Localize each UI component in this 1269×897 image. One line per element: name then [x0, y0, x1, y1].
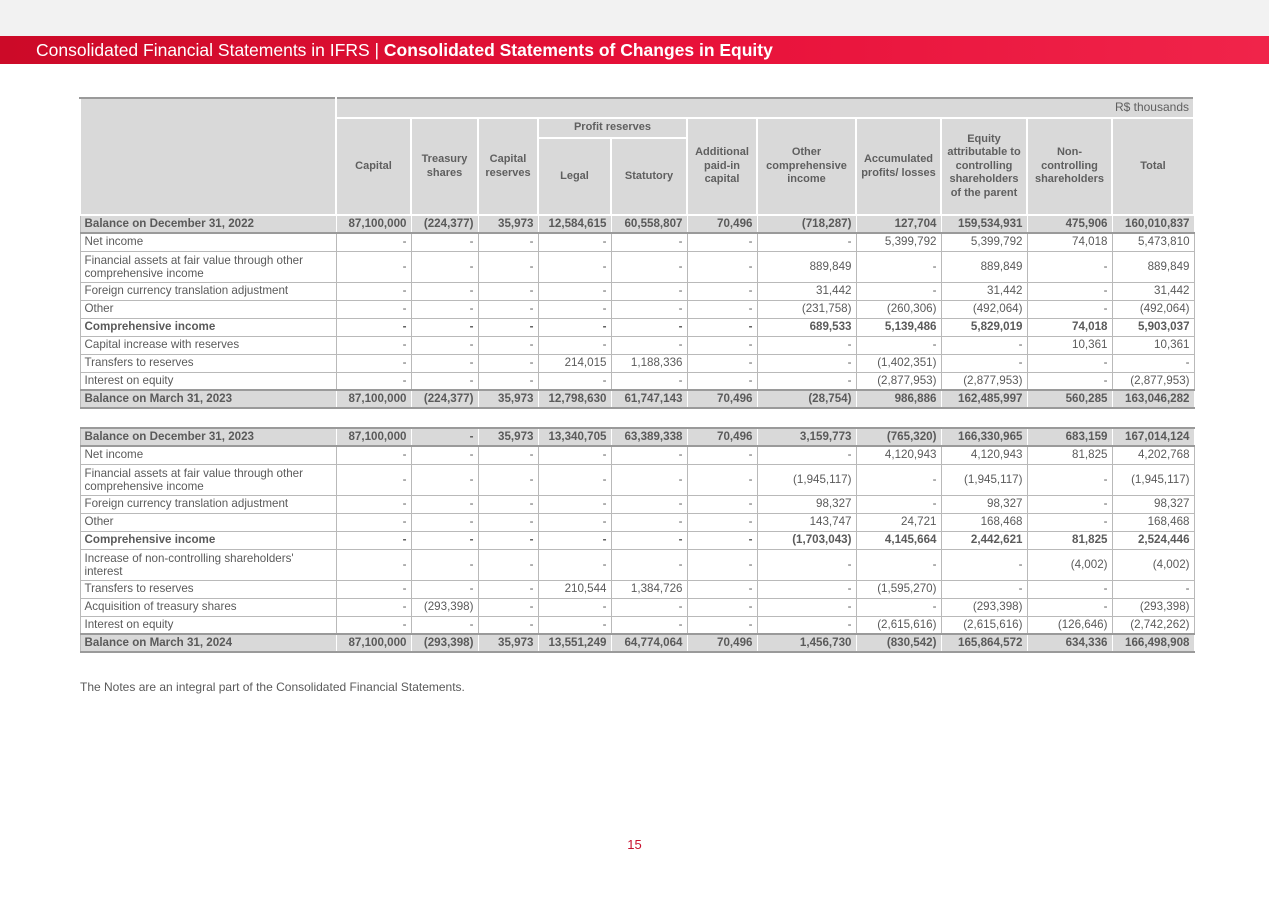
cell-value: 31,442	[757, 282, 856, 300]
cell-value: -	[687, 251, 757, 282]
cell-value: -	[757, 598, 856, 616]
cell-value: (2,615,616)	[856, 616, 941, 634]
row-label: Balance on December 31, 2023	[80, 428, 336, 446]
cell-value: (2,615,616)	[941, 616, 1027, 634]
cell-value: -	[687, 616, 757, 634]
cell-value: 2,442,621	[941, 531, 1027, 549]
cell-value: 61,747,143	[611, 390, 687, 408]
cell-value: -	[687, 446, 757, 464]
cell-value: 168,468	[941, 513, 1027, 531]
cell-value: -	[687, 531, 757, 549]
cell-value: 13,551,249	[538, 634, 611, 652]
cell-value: -	[856, 251, 941, 282]
cell-value: -	[336, 598, 411, 616]
cell-value: (293,398)	[411, 598, 478, 616]
cell-value: (1,945,117)	[757, 464, 856, 495]
cell-value: 70,496	[687, 390, 757, 408]
cell-value: -	[538, 495, 611, 513]
row-label: Balance on March 31, 2024	[80, 634, 336, 652]
cell-value: -	[1027, 580, 1112, 598]
row-label: Financial assets at fair value through other comprehensive income	[80, 464, 336, 495]
col-total: Total	[1112, 118, 1194, 215]
cell-value: -	[538, 464, 611, 495]
cell-value: -	[611, 531, 687, 549]
row-label: Net income	[80, 233, 336, 251]
cell-value: -	[411, 580, 478, 598]
cell-value: -	[611, 282, 687, 300]
footer-note: The Notes are an integral part of the Consolidated Financial Statements.	[80, 680, 465, 694]
cell-value: -	[336, 300, 411, 318]
cell-value: 166,330,965	[941, 428, 1027, 446]
cell-value: -	[478, 616, 538, 634]
cell-value: 1,188,336	[611, 354, 687, 372]
cell-value: -	[611, 233, 687, 251]
cell-value: -	[941, 354, 1027, 372]
cell-value: -	[538, 282, 611, 300]
cell-value: (2,877,953)	[856, 372, 941, 390]
cell-value: -	[411, 233, 478, 251]
cell-value: -	[856, 282, 941, 300]
cell-value: 10,361	[1112, 336, 1194, 354]
cell-value: 31,442	[1112, 282, 1194, 300]
col-non-controlling: Non-controlling shareholders	[1027, 118, 1112, 215]
cell-value: -	[687, 598, 757, 616]
header-corner	[80, 98, 336, 215]
cell-value: -	[611, 513, 687, 531]
cell-value: -	[538, 233, 611, 251]
table-row	[80, 531, 1194, 549]
cell-value: 889,849	[757, 251, 856, 282]
cell-value: 12,584,615	[538, 215, 611, 233]
cell-value: -	[757, 549, 856, 580]
cell-value: -	[687, 318, 757, 336]
cell-value: -	[478, 531, 538, 549]
cell-value: -	[687, 580, 757, 598]
cell-value: -	[611, 495, 687, 513]
cell-value: 5,903,037	[1112, 318, 1194, 336]
cell-value: -	[538, 513, 611, 531]
cell-value: -	[478, 598, 538, 616]
cell-value: -	[538, 531, 611, 549]
equity-table	[79, 97, 1195, 653]
cell-value: (260,306)	[856, 300, 941, 318]
header-section: Consolidated Financial Statements in IFRS |	[36, 40, 384, 60]
cell-value: (293,398)	[411, 634, 478, 652]
cell-value: -	[856, 336, 941, 354]
col-capital-reserves: Capital reserves	[478, 118, 538, 215]
balance-row	[80, 390, 1194, 408]
cell-value: 1,456,730	[757, 634, 856, 652]
cell-value: -	[687, 372, 757, 390]
cell-value: (765,320)	[856, 428, 941, 446]
cell-value: -	[336, 513, 411, 531]
cell-value: (2,877,953)	[941, 372, 1027, 390]
cell-value: -	[941, 549, 1027, 580]
cell-value: 5,399,792	[941, 233, 1027, 251]
cell-value: 87,100,000	[336, 428, 411, 446]
balance-row	[80, 428, 1194, 446]
cell-value: -	[687, 513, 757, 531]
row-label: Comprehensive income	[80, 318, 336, 336]
cell-value: -	[611, 549, 687, 580]
cell-value: -	[1027, 372, 1112, 390]
cell-value: -	[478, 336, 538, 354]
cell-value: (1,945,117)	[941, 464, 1027, 495]
table-row	[80, 549, 1194, 580]
cell-value: -	[538, 318, 611, 336]
cell-value: 98,327	[941, 495, 1027, 513]
cell-value: 127,704	[856, 215, 941, 233]
cell-value: 3,159,773	[757, 428, 856, 446]
cell-value: -	[611, 446, 687, 464]
cell-value: 4,145,664	[856, 531, 941, 549]
cell-value: -	[538, 549, 611, 580]
cell-value: 634,336	[1027, 634, 1112, 652]
row-label: Other	[80, 300, 336, 318]
cell-value: -	[336, 495, 411, 513]
cell-value: 87,100,000	[336, 634, 411, 652]
cell-value: 5,399,792	[856, 233, 941, 251]
cell-value: -	[611, 318, 687, 336]
cell-value: -	[336, 446, 411, 464]
cell-value: -	[538, 336, 611, 354]
row-label: Foreign currency translation adjustment	[80, 282, 336, 300]
cell-value: 4,202,768	[1112, 446, 1194, 464]
cell-value: 98,327	[1112, 495, 1194, 513]
cell-value: -	[336, 464, 411, 495]
col-legal: Legal	[538, 138, 611, 215]
cell-value: -	[538, 300, 611, 318]
cell-value: -	[757, 446, 856, 464]
table-row	[80, 464, 1194, 495]
cell-value: (1,703,043)	[757, 531, 856, 549]
cell-value: 35,973	[478, 215, 538, 233]
cell-value: (28,754)	[757, 390, 856, 408]
row-label: Acquisition of treasury shares	[80, 598, 336, 616]
cell-value: -	[336, 354, 411, 372]
cell-value: -	[856, 464, 941, 495]
cell-value: -	[1027, 495, 1112, 513]
cell-value: -	[478, 282, 538, 300]
cell-value: 13,340,705	[538, 428, 611, 446]
cell-value: (1,595,270)	[856, 580, 941, 598]
cell-value: -	[1027, 251, 1112, 282]
cell-value: -	[757, 616, 856, 634]
table-row	[80, 580, 1194, 598]
cell-value: 35,973	[478, 390, 538, 408]
cell-value: 162,485,997	[941, 390, 1027, 408]
cell-value: -	[336, 318, 411, 336]
col-equity-parent: Equity attributable to controlling shareholders of the parent	[941, 118, 1027, 215]
cell-value: -	[478, 251, 538, 282]
cell-value: -	[538, 446, 611, 464]
cell-value: 4,120,943	[941, 446, 1027, 464]
cell-value: -	[478, 495, 538, 513]
cell-value: -	[611, 300, 687, 318]
cell-value: -	[478, 372, 538, 390]
cell-value: -	[411, 464, 478, 495]
cell-value: -	[856, 598, 941, 616]
cell-value: (2,742,262)	[1112, 616, 1194, 634]
cell-value: -	[538, 616, 611, 634]
units-label: R$ thousands	[336, 98, 1194, 118]
cell-value: 35,973	[478, 634, 538, 652]
cell-value: -	[538, 372, 611, 390]
table-row	[80, 354, 1194, 372]
cell-value: -	[478, 580, 538, 598]
cell-value: 87,100,000	[336, 390, 411, 408]
cell-value: (224,377)	[411, 215, 478, 233]
cell-value: -	[336, 336, 411, 354]
table-row	[80, 372, 1194, 390]
table-row	[80, 513, 1194, 531]
cell-value: -	[411, 446, 478, 464]
cell-value: (293,398)	[941, 598, 1027, 616]
cell-value: -	[1027, 300, 1112, 318]
table-row	[80, 251, 1194, 282]
cell-value: 5,139,486	[856, 318, 941, 336]
row-label: Transfers to reserves	[80, 580, 336, 598]
cell-value: -	[611, 372, 687, 390]
cell-value: -	[336, 531, 411, 549]
cell-value: -	[336, 580, 411, 598]
cell-value: -	[538, 598, 611, 616]
balance-row	[80, 215, 1194, 233]
cell-value: 24,721	[856, 513, 941, 531]
row-label: Foreign currency translation adjustment	[80, 495, 336, 513]
cell-value: -	[478, 233, 538, 251]
cell-value: -	[336, 616, 411, 634]
cell-value: -	[411, 495, 478, 513]
row-label: Financial assets at fair value through other comprehensive income	[80, 251, 336, 282]
cell-value: 70,496	[687, 428, 757, 446]
cell-value: -	[1027, 513, 1112, 531]
row-label: Balance on March 31, 2023	[80, 390, 336, 408]
table-row	[80, 318, 1194, 336]
cell-value: 4,120,943	[856, 446, 941, 464]
cell-value: 167,014,124	[1112, 428, 1194, 446]
row-label: Other	[80, 513, 336, 531]
table-row	[80, 336, 1194, 354]
cell-value: (492,064)	[1112, 300, 1194, 318]
row-label: Increase of non-controlling shareholders' interest	[80, 549, 336, 580]
cell-value: -	[411, 282, 478, 300]
cell-value: -	[757, 354, 856, 372]
cell-value: -	[411, 251, 478, 282]
row-label: Capital increase with reserves	[80, 336, 336, 354]
cell-value: 143,747	[757, 513, 856, 531]
cell-value: 64,774,064	[611, 634, 687, 652]
cell-value: -	[687, 336, 757, 354]
table-row	[80, 616, 1194, 634]
col-capital: Capital	[336, 118, 411, 215]
cell-value: -	[478, 513, 538, 531]
cell-value: -	[411, 428, 478, 446]
cell-value: 166,498,908	[1112, 634, 1194, 652]
balance-row	[80, 634, 1194, 652]
cell-value: -	[687, 282, 757, 300]
table-row	[80, 446, 1194, 464]
col-group-profit-reserves: Profit reserves	[538, 118, 687, 138]
cell-value: 87,100,000	[336, 215, 411, 233]
cell-value: -	[411, 616, 478, 634]
cell-value: -	[757, 372, 856, 390]
cell-value: -	[687, 354, 757, 372]
cell-value: (492,064)	[941, 300, 1027, 318]
cell-value: 31,442	[941, 282, 1027, 300]
cell-value: 70,496	[687, 215, 757, 233]
cell-value: 560,285	[1027, 390, 1112, 408]
cell-value: (1,945,117)	[1112, 464, 1194, 495]
cell-value: (231,758)	[757, 300, 856, 318]
cell-value: -	[611, 336, 687, 354]
cell-value: -	[1027, 598, 1112, 616]
cell-value: -	[687, 233, 757, 251]
cell-value: -	[336, 372, 411, 390]
cell-value: 889,849	[1112, 251, 1194, 282]
cell-value: 210,544	[538, 580, 611, 598]
table-row	[80, 495, 1194, 513]
cell-value: -	[411, 513, 478, 531]
cell-value: -	[336, 233, 411, 251]
cell-value: (4,002)	[1027, 549, 1112, 580]
cell-value: -	[411, 372, 478, 390]
spacer-cell	[80, 408, 1194, 428]
col-other-comprehensive-income: Other comprehensive income	[757, 118, 856, 215]
cell-value: -	[611, 251, 687, 282]
cell-value: (4,002)	[1112, 549, 1194, 580]
cell-value: -	[941, 336, 1027, 354]
page-number: 15	[627, 837, 642, 852]
cell-value: 2,524,446	[1112, 531, 1194, 549]
col-treasury-shares: Treasury shares	[411, 118, 478, 215]
cell-value: 168,468	[1112, 513, 1194, 531]
col-accumulated-profits: Accumulated profits/ losses	[856, 118, 941, 215]
cell-value: 163,046,282	[1112, 390, 1194, 408]
cell-value: -	[757, 233, 856, 251]
table-row	[80, 300, 1194, 318]
table-row	[80, 598, 1194, 616]
cell-value: -	[856, 495, 941, 513]
cell-value: -	[411, 549, 478, 580]
cell-value: -	[478, 354, 538, 372]
cell-value: 889,849	[941, 251, 1027, 282]
cell-value: -	[411, 354, 478, 372]
cell-value: 74,018	[1027, 233, 1112, 251]
cell-value: 683,159	[1027, 428, 1112, 446]
cell-value: -	[336, 549, 411, 580]
cell-value: (1,402,351)	[856, 354, 941, 372]
cell-value: -	[336, 251, 411, 282]
cell-value: -	[478, 300, 538, 318]
cell-value: 5,829,019	[941, 318, 1027, 336]
row-label: Interest on equity	[80, 372, 336, 390]
cell-value: -	[687, 495, 757, 513]
cell-value: -	[478, 446, 538, 464]
cell-value: -	[478, 318, 538, 336]
table-row	[80, 282, 1194, 300]
row-label: Comprehensive income	[80, 531, 336, 549]
cell-value: 689,533	[757, 318, 856, 336]
cell-value: -	[757, 580, 856, 598]
cell-value: 165,864,572	[941, 634, 1027, 652]
row-label: Balance on December 31, 2022	[80, 215, 336, 233]
section-spacer	[80, 408, 1194, 428]
cell-value: -	[1027, 282, 1112, 300]
cell-value: 1,384,726	[611, 580, 687, 598]
cell-value: 160,010,837	[1112, 215, 1194, 233]
cell-value: 98,327	[757, 495, 856, 513]
cell-value: -	[1112, 580, 1194, 598]
cell-value: 12,798,630	[538, 390, 611, 408]
cell-value: 214,015	[538, 354, 611, 372]
cell-value: (830,542)	[856, 634, 941, 652]
row-label: Interest on equity	[80, 616, 336, 634]
header-banner	[0, 36, 1269, 64]
table-body	[80, 215, 1194, 652]
cell-value: -	[611, 616, 687, 634]
cell-value: -	[411, 531, 478, 549]
col-statutory: Statutory	[611, 138, 687, 215]
cell-value: (126,646)	[1027, 616, 1112, 634]
cell-value: 10,361	[1027, 336, 1112, 354]
cell-value: -	[611, 464, 687, 495]
row-label: Net income	[80, 446, 336, 464]
cell-value: 159,534,931	[941, 215, 1027, 233]
cell-value: -	[1112, 354, 1194, 372]
cell-value: -	[1027, 354, 1112, 372]
cell-value: 5,473,810	[1112, 233, 1194, 251]
cell-value: 475,906	[1027, 215, 1112, 233]
cell-value: -	[411, 300, 478, 318]
cell-value: 63,389,338	[611, 428, 687, 446]
cell-value: -	[856, 549, 941, 580]
cell-value: -	[411, 318, 478, 336]
top-strip	[0, 0, 1269, 36]
cell-value: 81,825	[1027, 446, 1112, 464]
cell-value: -	[611, 598, 687, 616]
cell-value: 35,973	[478, 428, 538, 446]
cell-value: 70,496	[687, 634, 757, 652]
cell-value: (2,877,953)	[1112, 372, 1194, 390]
cell-value: -	[478, 464, 538, 495]
cell-value: -	[941, 580, 1027, 598]
header-title: Consolidated Statements of Changes in Equity	[383, 40, 773, 60]
row-label: Transfers to reserves	[80, 354, 336, 372]
table-row	[80, 233, 1194, 251]
cell-value: (224,377)	[411, 390, 478, 408]
cell-value: (293,398)	[1112, 598, 1194, 616]
cell-value: -	[687, 300, 757, 318]
col-additional-paid-in-capital: Additional paid-in capital	[687, 118, 757, 215]
cell-value: -	[687, 549, 757, 580]
cell-value: -	[538, 251, 611, 282]
cell-value: -	[478, 549, 538, 580]
cell-value: -	[1027, 464, 1112, 495]
cell-value: 74,018	[1027, 318, 1112, 336]
cell-value: 60,558,807	[611, 215, 687, 233]
cell-value: (718,287)	[757, 215, 856, 233]
cell-value: -	[336, 282, 411, 300]
cell-value: -	[411, 336, 478, 354]
cell-value: 986,886	[856, 390, 941, 408]
cell-value: 81,825	[1027, 531, 1112, 549]
cell-value: -	[757, 336, 856, 354]
cell-value: -	[687, 464, 757, 495]
